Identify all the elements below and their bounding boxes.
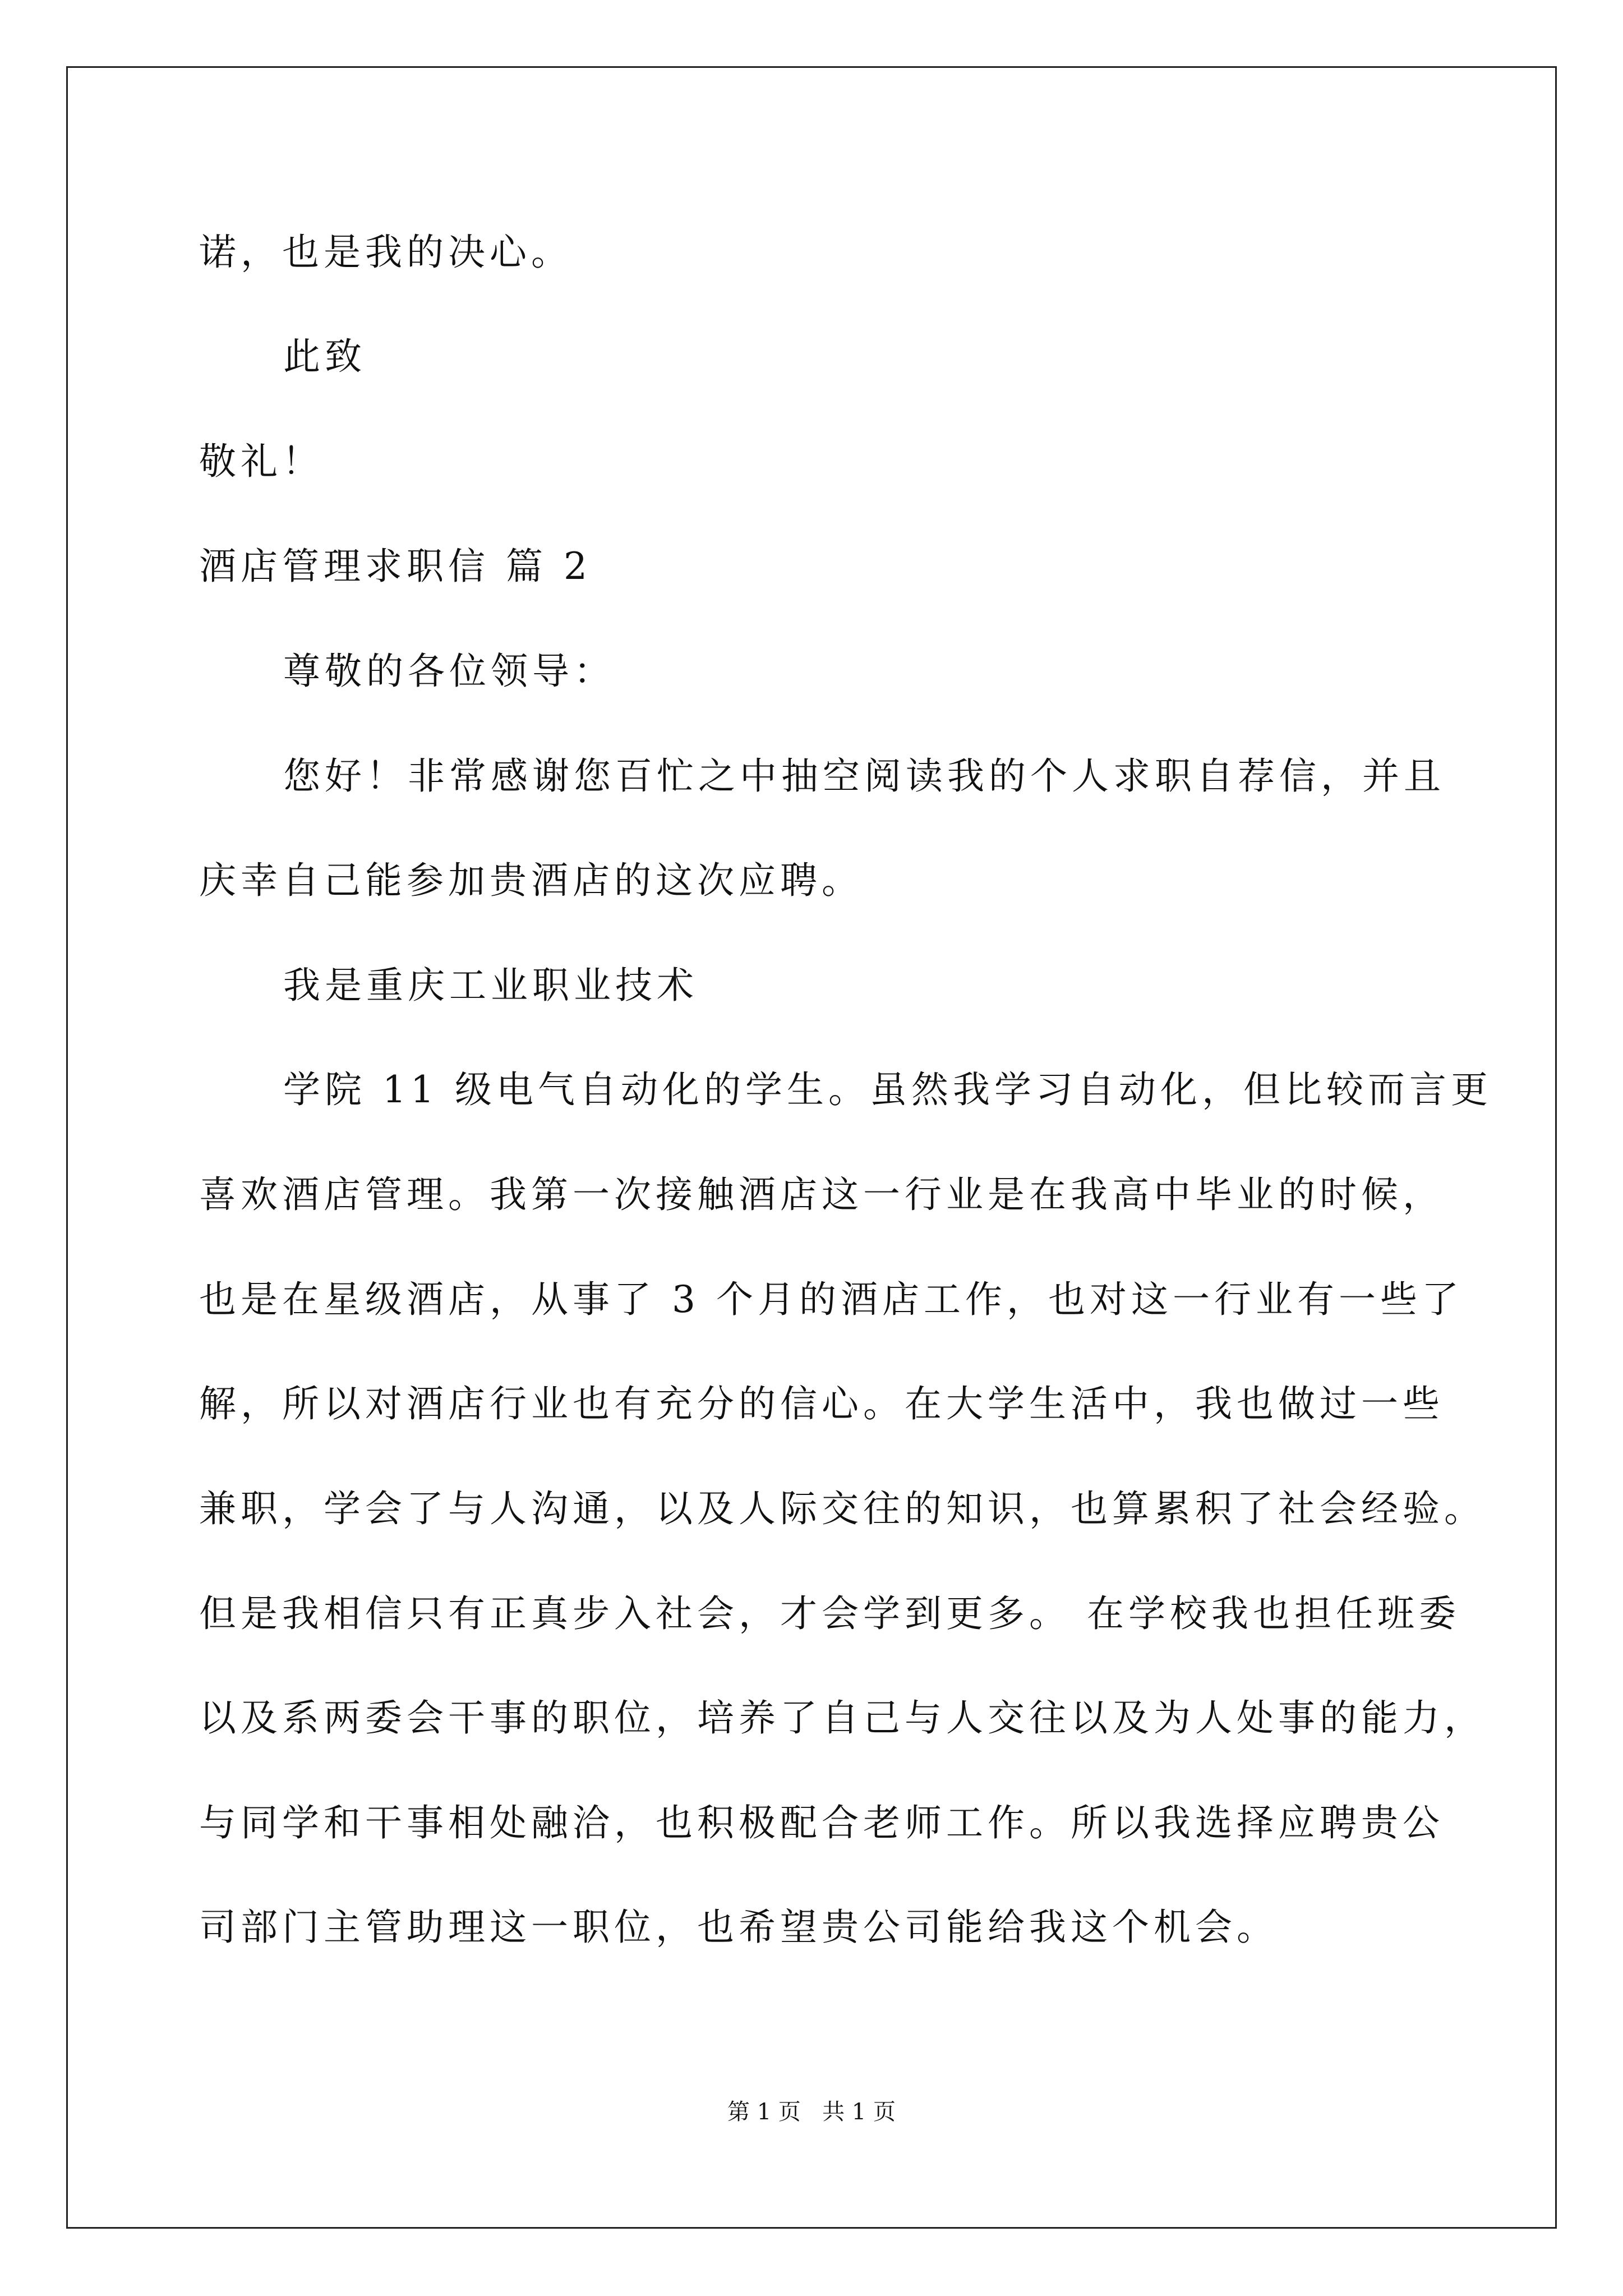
greeting: 尊敬的各位领导： (283, 650, 615, 693)
section-heading: 酒店管理求职信 篇 2 (199, 545, 592, 588)
text-line: 以及系两委会干事的职位，培养了自己与人交往以及为人处事的能力， (199, 1696, 1486, 1740)
page-border (66, 66, 1557, 2229)
text-line: 我是重庆工业职业技术 (283, 964, 698, 1007)
text-line: 您好！非常感谢您百忙之中抽空阅读我的个人求职自荐信，并且 (283, 754, 1445, 798)
text-line: 喜欢酒店管理。我第一次接触酒店这一行业是在我高中毕业的时候， (199, 1173, 1444, 1216)
closing-regards: 敬礼！ (199, 440, 324, 483)
text-line: 但是我相信只有正真步入社会，才会学到更多。 在学校我也担任班委 (199, 1592, 1460, 1635)
text-line: 兼职，学会了与人沟通，以及人际交往的知识，也算累积了社会经验。 (199, 1487, 1486, 1530)
text-line: 庆幸自己能参加贵酒店的这次应聘。 (199, 859, 863, 902)
page-number-footer: 第 1 页 共 1 页 (727, 2099, 896, 2125)
text-line: 与同学和干事相处融洽，也积极配合老师工作。所以我选择应聘贵公 (199, 1801, 1444, 1844)
text-line: 解，所以对酒店行业也有充分的信心。在大学生活中，我也做过一些 (199, 1382, 1444, 1425)
text-line: 诺，也是我的决心。 (199, 231, 573, 274)
closing-salutation: 此致 (283, 335, 366, 378)
text-line: 司部门主管助理这一职位，也希望贵公司能给我这个机会。 (199, 1906, 1278, 1949)
text-line: 学院 11 级电气自动化的学生。虽然我学习自动化，但比较而言更 (283, 1068, 1492, 1111)
text-line: 也是在星级酒店，从事了 3 个月的酒店工作，也对这一行业有一些了 (199, 1278, 1463, 1321)
